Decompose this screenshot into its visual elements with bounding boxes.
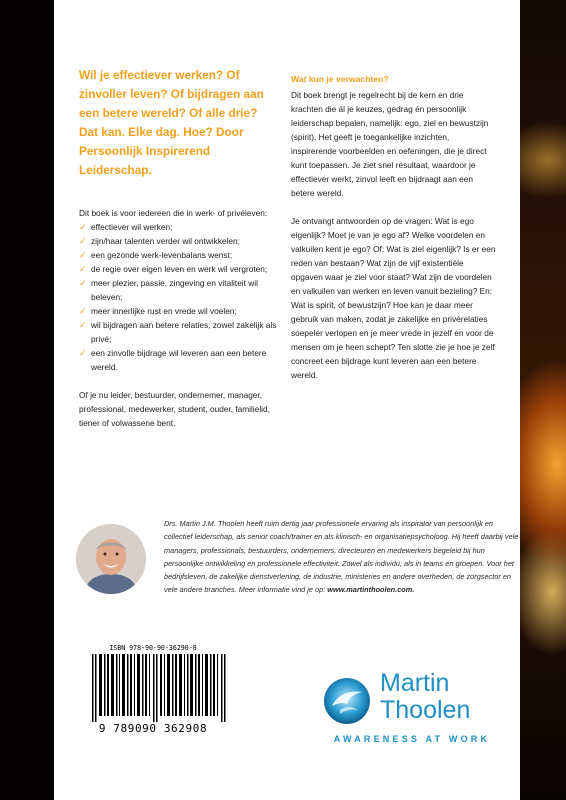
brand-logo [310, 666, 510, 756]
barcode [76, 643, 230, 738]
checklist-item: ✓ een gezonde werk-levenbalans wenst; [79, 250, 233, 260]
checklist-item: ✓ de regie over eigen leven en werk wil vergroten; [79, 264, 268, 274]
checkmark-icon: ✓ [79, 250, 87, 260]
paragraph-2: Je ontvangt antwoorden op de vragen: Wat is ego eigenlijk? Moet je van je ego af? Welke voordelen en valkuilen kent je ego? Of: Wat is ziel eigenlijk? Is er een reden van bestaan? Wat zijn de vijf existentiële opgaven waar je ziel voor staat? Wat zijn de voordelen en valkuilen van werken en leven vanuit bezieling? En: Wat is spirit, of bewustzijn? Hoe kan je daar meer gebruik van maken, zodat je zakelijke en privérelaties soepeler verlopen en je meer vrede in jezelf en voor de mensen om je heen schept? Ten slotte zie je hoe je zelf concreet een bijdrage kunt leveren aan een betere wereld. [291, 216, 496, 380]
headline: Wil je effectiever werken? Of zinvoller leven? Of bijdragen aan een betere wereld? Of alle drie? Dat kan. Elke dag. Hoe? Door Persoonlijk Inspirerend Leiderschap. [79, 68, 264, 177]
left-column [79, 206, 279, 430]
checklist-item: ✓ een zinvolle bijdrage wil leveren aan een betere wereld. [79, 348, 267, 372]
logo-tagline: AWARENESS AT WORK [333, 734, 491, 744]
paragraph-1: Dit boek brengt je regelrecht bij de kern en drie krachten die ál je keuzes, gedrag én persoonlijk leiderschap bepalen, namelijk: ego, ziel en bewustzijn (spirit). Het geeft je toegankelijke inzichten, inspirerende voorbeelden en oefeningen, die je direct kunt toepassen. Je ziet snel resultaat, waardoor je effectiever werkt, zinvol leeft en bijdraagt aan een betere wereld. [291, 90, 489, 198]
checkmark-icon: ✓ [79, 278, 87, 288]
checklist-item: ✓ meer innerlijke rust en vrede wil voelen; [79, 306, 237, 316]
fire-background [520, 0, 566, 800]
checkmark-icon: ✓ [79, 348, 87, 358]
section-heading: Wat kun je verwachten? [291, 74, 389, 84]
author-portrait-icon [76, 524, 146, 594]
website-link[interactable]: www.martinthoolen.com. [327, 585, 415, 595]
checklist [79, 220, 279, 374]
checkmark-icon: ✓ [79, 222, 87, 232]
outro-text: Of je nu leider, bestuurder, ondernemer, manager, professional, medewerker, student, ouder, familielid, tiener of volwassene bent. [79, 390, 270, 428]
back-cover-panel [54, 0, 520, 800]
checklist-item: ✓ effectiever wil werken; [79, 222, 173, 232]
logo-name: Martin Thoolen [380, 669, 471, 724]
author-photo [76, 524, 146, 594]
intro-text: Dit boek is voor iedereen die in werk- of privéleven: [79, 208, 268, 218]
checkmark-icon: ✓ [79, 320, 87, 330]
checkmark-icon: ✓ [79, 236, 87, 246]
checklist-item: ✓ wil bijdragen aan betere relaties, zowel zakelijk als privé; [79, 320, 277, 344]
checkmark-icon: ✓ [79, 306, 87, 316]
eagle-emblem-icon [322, 676, 372, 726]
checklist-item: ✓ meer plezier, passie, zingeving en vitaliteit wil beleven; [79, 278, 258, 302]
barcode-bars-icon [92, 654, 228, 722]
author-bio: Drs. Martin J.M. Thoolen heeft ruim dertig jaar professionele ervaring als inspirator van persoonlijk en collectief leiderschap, als senior coach/trainer en als klinisch- en organisatiepsycholoog. Hij heeft daarbij vele managers, professionals, bestuurders, ondernemers, directeuren en medewerkers begeleid bij hun persoonlijke ontwikkeling en professionele effectiviteit. Zowel als individu, als in teams en groepen. Voor het bedrijfsleven, de zakelijke dienstverlening, de industrie, ministeries en andere overheden, de zorgsector en vele andere branches. Meer informatie vind je op: www.martinthoolen.com. [164, 519, 519, 595]
barcode-number: 9 789090 362908 [98, 722, 208, 735]
checklist-item: ✓ zijn/haar talenten verder wil ontwikkelen; [79, 236, 240, 246]
right-column [291, 72, 496, 382]
checkmark-icon: ✓ [79, 264, 87, 274]
isbn-label: ISBN 978-90-90-36290-8 [109, 644, 197, 652]
